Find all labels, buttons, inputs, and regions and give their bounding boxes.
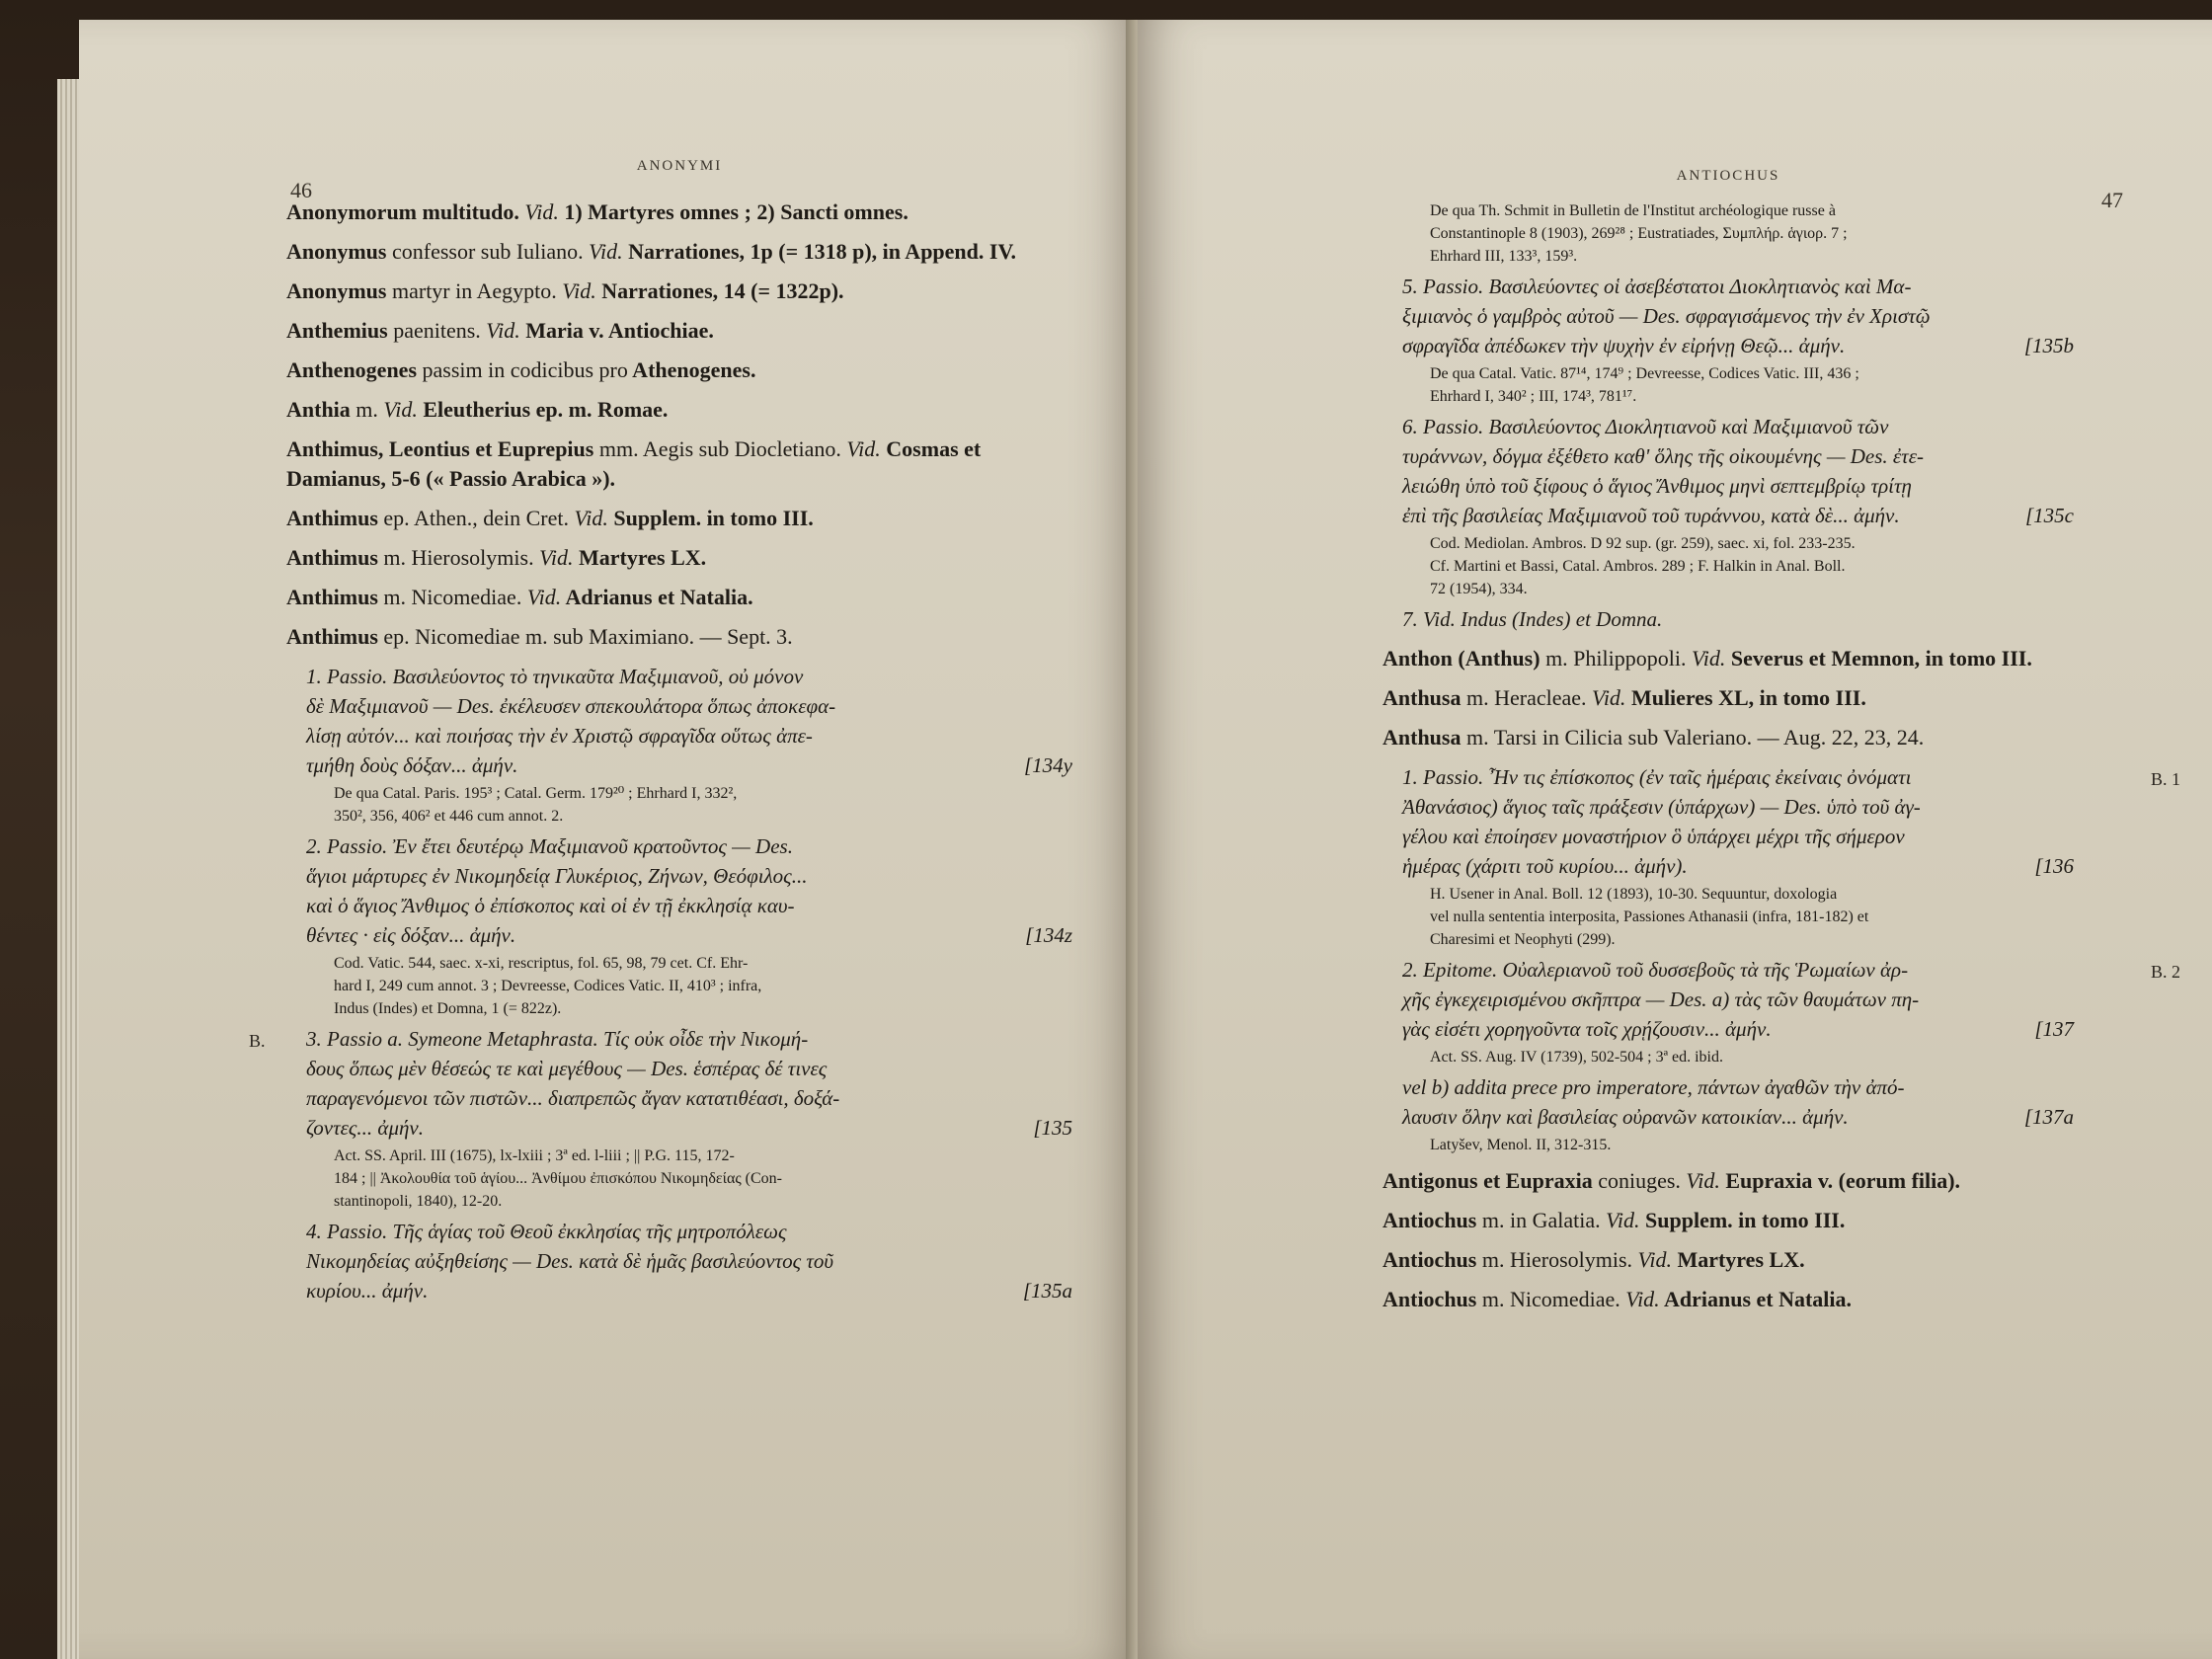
entry-description: m. Tarsi in Cilicia sub Valeriano. — Aug. 22, 23, 24. xyxy=(1461,725,1925,750)
passio-line: παραγενόμενοι τῶν πιστῶν... διαπρεπῶς ἄγαν κατατιθέασι, δοξά- xyxy=(306,1086,840,1110)
entry-vid: Vid. xyxy=(521,585,562,609)
passio-line: 2. Epitome. Οὐαλεριανοῦ τοῦ δυσσεβοῦς τὰ τῆς Ῥωμαίων ἀρ- xyxy=(1402,958,1909,982)
entry-vid: Vid. xyxy=(1680,1168,1720,1193)
entry-vid: Vid. xyxy=(480,318,520,343)
page-number: 47 xyxy=(2101,188,2123,212)
reference-line: Charesimi et Neophyti (299). xyxy=(1430,931,1616,948)
bhg-number: [135b xyxy=(2023,334,2074,357)
entry-headword: Anonymus xyxy=(286,239,387,264)
passio-list xyxy=(1382,272,2074,634)
passio-item xyxy=(1402,762,2180,881)
passio-item xyxy=(1402,955,2180,1044)
entry-vid: Vid. xyxy=(1586,685,1626,710)
passio-item xyxy=(306,1217,1072,1305)
entry-crossref: 1) Martyres omnes ; 2) Sancti omnes. xyxy=(558,199,908,224)
entry-headword: Anthimus xyxy=(286,545,378,570)
entry-vid: Vid. xyxy=(1686,646,1726,671)
entry-list xyxy=(286,198,1072,652)
entry-crossref: Maria v. Antiochiae. xyxy=(519,318,714,343)
passio-item xyxy=(249,1024,1072,1143)
passio-list xyxy=(1382,762,2180,1156)
left-page xyxy=(79,20,1134,1659)
passio-line: vel b) addita prece pro imperatore, πάντων ἀγαθῶν τὴν ἀπό- xyxy=(1402,1075,1905,1099)
bhg-number: [134y xyxy=(1024,753,1072,777)
entry-vid: Vid. xyxy=(377,397,418,422)
passio-line: 1. Passio. Βασιλεύοντος τὸ τηνικαῦτα Μαξιμιανοῦ, οὐ μόνον xyxy=(306,665,804,688)
entry-vid: Vid. xyxy=(569,506,608,530)
reference-line: Indus (Indes) et Domna, 1 (= 822z). xyxy=(334,1000,562,1017)
entry-description: confessor sub Iuliano. xyxy=(386,239,584,264)
reference xyxy=(1430,362,2074,408)
passio-line: 4. Passio. Τῆς ἁγίας τοῦ Θεοῦ ἐκκλησίας τῆς μητροπόλεως xyxy=(306,1220,787,1243)
entry-crossref: Narrationes, 14 (= 1322p). xyxy=(595,278,844,303)
entry-headword: Antiochus xyxy=(1382,1287,1477,1311)
passio-line: καὶ ὁ ἅγιος Ἄνθιμος ὁ ἐπίσκοπος καὶ οἱ ἐν τῇ ἐκκλησίᾳ καυ- xyxy=(306,894,795,917)
entry-headword: Antiochus xyxy=(1382,1247,1477,1272)
passio-line: χῆς ἐγκεχειρισμένου σκῆπτρα — Des. a) τὰς τῶν θαυμάτων πη- xyxy=(1402,988,1920,1011)
entry-vid: Vid. xyxy=(583,239,623,264)
reference xyxy=(1430,1134,2074,1156)
entry xyxy=(1382,644,2074,673)
entry xyxy=(1382,723,2074,752)
reference-line: Cf. Martini et Bassi, Catal. Ambros. 289 ; F. Halkin in Anal. Boll. xyxy=(1430,558,1846,575)
reference-line: De qua Catal. Paris. 195³ ; Catal. Germ. 179²⁰ ; Ehrhard I, 332², xyxy=(334,785,738,802)
reference-line: Act. SS. Aug. IV (1739), 502-504 ; 3ª ed. ibid. xyxy=(1430,1049,1723,1066)
entry-crossref: Martyres LX. xyxy=(573,545,707,570)
entry xyxy=(1382,1245,2074,1275)
entry-crossref: Severus et Memnon, in tomo III. xyxy=(1725,646,2032,671)
bhg-number: [137 xyxy=(2034,1017,2074,1041)
entry-description: m. Philippopoli. xyxy=(1540,646,1687,671)
passio-line: ἅγιοι μάρτυρες ἐν Νικομηδείᾳ Γλυκέριος, Ζήνων, Θεόφιλος... xyxy=(306,864,808,888)
entry-description: ep. Nicomediae m. sub Maximiano. — Sept. 3. xyxy=(377,624,793,649)
entry-description: coniuges. xyxy=(1592,1168,1681,1193)
reference xyxy=(1430,1046,2074,1068)
entry-crossref: Athenogenes. xyxy=(627,357,756,382)
entry-crossref: Martyres LX. xyxy=(1671,1247,1805,1272)
passio-item xyxy=(1402,1072,2074,1132)
entry-description: m. Hierosolymis. xyxy=(377,545,534,570)
entry xyxy=(286,356,1072,385)
reference xyxy=(1430,532,2074,600)
entry-headword: Anthenogenes xyxy=(286,357,418,382)
entry-headword: Anonymorum multitudo. xyxy=(286,199,519,224)
bhg-number: [135c xyxy=(2025,504,2074,527)
passio-line: γέλου καὶ ἐποίησεν μοναστήριον ὃ ὑπάρχει μέχρι τῆς σήμερον xyxy=(1402,825,1905,848)
entry-description: m. in Galatia. xyxy=(1476,1208,1601,1232)
reference-line: 72 (1954), 334. xyxy=(1430,581,1528,597)
margin-siglum: B. 2 xyxy=(2150,962,2180,982)
passio-line: ἡμέρας (χάριτι τοῦ κυρίου... ἀμήν). [136 xyxy=(1402,851,2074,881)
passio-item xyxy=(1402,604,2074,634)
passio-line: ζοντες... ἀμήν. [135 xyxy=(306,1113,1072,1143)
reference xyxy=(1430,883,2074,951)
reference-line: 184 ; || Ἀκολουθία τοῦ ἁγίου... Ἀνθίμου ἐπισκόπου Νικομηδείας (Con- xyxy=(334,1170,782,1187)
entry-description: mm. Aegis sub Diocletiano. xyxy=(593,436,841,461)
reference-line: Constantinople 8 (1903), 269²⁸ ; Eustratiades, Συμπλήρ. ἁγιορ. 7 ; xyxy=(1430,225,1848,242)
entry-headword: Anthusa xyxy=(1382,725,1462,750)
passio-line: ἐπὶ τῆς βασιλείας Μαξιμιανοῦ τοῦ τυράννου, κατὰ δὲ... ἀμήν. [135c xyxy=(1402,501,2074,530)
reference-line: Cod. Vatic. 544, saec. x-xi, rescriptus, fol. 65, 98, 79 cet. Cf. Ehr- xyxy=(334,955,749,972)
entry xyxy=(286,583,1072,612)
reference-line: De qua Th. Schmit in Bulletin de l'Institut archéologique russe à xyxy=(1430,202,1836,219)
passio-line: σφραγῖδα ἀπέδωκεν τὴν ψυχὴν ἐν εἰρήνῃ Θεῷ... ἀμήν. [135b xyxy=(1402,331,2074,360)
reference xyxy=(334,782,1072,828)
passio-item xyxy=(306,662,1072,780)
passio-line: 6. Passio. Βασιλεύοντος Διοκλητιανοῦ καὶ Μαξιμιανοῦ τῶν xyxy=(1402,415,1889,438)
entry-headword: Anthimus xyxy=(286,585,378,609)
entry-headword: Anthon (Anthus) xyxy=(1382,646,1540,671)
bhg-number: [135 xyxy=(1033,1116,1072,1140)
entry-vid: Vid. xyxy=(518,199,559,224)
entry-vid: Vid. xyxy=(1632,1247,1672,1272)
reference-line: Ehrhard I, 340² ; III, 174³, 781¹⁷. xyxy=(1430,388,1637,405)
entry-headword: Anthemius xyxy=(286,318,388,343)
top-reference xyxy=(1430,199,2074,268)
reference-line: H. Usener in Anal. Boll. 12 (1893), 10-30. Sequuntur, doxologia xyxy=(1430,886,1838,903)
open-book xyxy=(79,20,2212,1659)
bhg-number: [137a xyxy=(2023,1105,2074,1129)
entry-headword: Antiochus xyxy=(1382,1208,1477,1232)
passio-line: τμήθη δοὺς δόξαν... ἀμήν. [134y xyxy=(306,750,1072,780)
reference-line: Latyšev, Menol. II, 312-315. xyxy=(1430,1137,1612,1153)
passio-line: 3. Passio a. Symeone Metaphrasta. Τίς οὐκ οἶδε τὴν Νικομή- xyxy=(306,1027,809,1051)
bhg-number: [136 xyxy=(2034,854,2074,878)
entry-crossref: Eupraxia v. (eorum filia). xyxy=(1719,1168,1961,1193)
passio-line: 1. Passio. Ἦν τις ἐπίσκοπος (ἐν ταῖς ἡμέραις ἐκείναις ὀνόματι xyxy=(1402,765,1912,789)
entry xyxy=(286,434,1072,494)
entry-description: m. Hierosolymis. xyxy=(1476,1247,1633,1272)
entry xyxy=(286,504,1072,533)
entry-description: m. xyxy=(350,397,378,422)
entry xyxy=(1382,1166,2074,1196)
page-number: 46 xyxy=(290,178,312,202)
entry-description: m. Nicomediae. xyxy=(377,585,522,609)
passio-line: λαυσιν ὅλην καὶ βασιλείας οὐρανῶν κατοικίαν... ἀμήν. [137a xyxy=(1402,1102,2074,1132)
reference-line: hard I, 249 cum annot. 3 ; Devreesse, Codices Vatic. II, 410³ ; infra, xyxy=(334,978,762,994)
reference-line: stantinopoli, 1840), 12-20. xyxy=(334,1193,503,1210)
reference-line: Ehrhard III, 133³, 159³. xyxy=(1430,248,1578,265)
entry-description: passim in codicibus pro xyxy=(417,357,628,382)
entry xyxy=(286,198,1072,227)
entry-headword: Anthimus, Leontius et Euprepius xyxy=(286,436,594,461)
passio-line: κυρίου... ἀμήν. [135a xyxy=(306,1276,1072,1305)
entry-vid: Vid. xyxy=(556,278,596,303)
passio-line: δους ὅπως μὲν θέσεώς τε καὶ μεγέθους — Des. ἑσπέρας δέ τινες xyxy=(306,1057,828,1080)
entry-headword: Anthia xyxy=(286,397,351,422)
passio-line: Ἀθανάσιος) ἅγιος ταῖς πράξεσιν (ὑπάρχων) — Des. ὑπὸ τοῦ ἀγ- xyxy=(1402,795,1921,819)
entry-description: ep. Athen., dein Cret. xyxy=(377,506,569,530)
passio-line: 7. Vid. Indus (Indes) et Domna. xyxy=(1402,607,1663,631)
passio-list xyxy=(249,662,1072,1305)
entry-description: martyr in Aegypto. xyxy=(386,278,557,303)
margin-siglum: B. xyxy=(249,1031,266,1051)
entry-vid: Vid. xyxy=(533,545,574,570)
reference-line: Act. SS. April. III (1675), lx-lxiii ; 3ª ed. l-liii ; || P.G. 115, 172- xyxy=(334,1147,735,1164)
entry-vid: Vid. xyxy=(840,436,881,461)
bhg-number: [135a xyxy=(1022,1279,1072,1303)
passio-line: θέντες · εἰς δόξαν... ἀμήν. [134z xyxy=(306,920,1072,950)
passio-line: Νικομηδείας αὐξηθείσης — Des. κατὰ δὲ ἡμᾶς βασιλεύοντος τοῦ xyxy=(306,1249,834,1273)
right-page xyxy=(1138,20,2212,1659)
entry xyxy=(286,276,1072,306)
entry xyxy=(1382,1285,2074,1314)
entry-crossref: Supplem. in tomo III. xyxy=(607,506,814,530)
entry-crossref: Supplem. in tomo III. xyxy=(1639,1208,1846,1232)
reference-line: Cod. Mediolan. Ambros. D 92 sup. (gr. 259), saec. xi, fol. 233-235. xyxy=(1430,535,1856,552)
entry xyxy=(1382,1206,2074,1235)
entry-crossref: Adrianus et Natalia. xyxy=(561,585,753,609)
entry-vid: Vid. xyxy=(1600,1208,1640,1232)
reference-line: 350², 356, 406² et 446 cum annot. 2. xyxy=(334,808,564,825)
entry-headword: Anonymus xyxy=(286,278,387,303)
entry-crossref: Narrationes, 1p (= 1318 p), in Append. IV. xyxy=(622,239,1017,264)
passio-line: λειώθη ὑπὸ τοῦ ξίφους ὁ ἅγιος Ἄνθιμος μηνὶ σεπτεμβρίῳ τρίτῃ xyxy=(1402,474,1912,498)
entry-description: paenitens. xyxy=(387,318,481,343)
passio-line: δὲ Μαξιμιανοῦ — Des. ἐκέλευσεν σπεκουλάτορα ὅπως ἀποκεφα- xyxy=(306,694,836,718)
margin-siglum: B. 1 xyxy=(2150,769,2180,789)
entry xyxy=(286,316,1072,346)
entry-crossref: Adrianus et Natalia. xyxy=(1659,1287,1853,1311)
passio-item xyxy=(1402,272,2074,360)
passio-line: ξιμιανὸς ὁ γαμβρὸς αὐτοῦ — Des. σφραγισάμενος τὴν ἐν Χριστῷ xyxy=(1402,304,1931,328)
passio-line: 5. Passio. Βασιλεύοντες οἱ ἀσεβέστατοι Διοκλητιανὸς καὶ Μα- xyxy=(1402,275,1912,298)
reference xyxy=(334,952,1072,1020)
entry-list xyxy=(1382,1166,2074,1314)
entry-headword: Anthimus xyxy=(286,624,378,649)
reference-line: vel nulla sententia interposita, Passiones Athanasii (infra, 181-182) et xyxy=(1430,908,1869,925)
reference xyxy=(334,1145,1072,1213)
passio-item xyxy=(306,831,1072,950)
entry-headword: Anthimus xyxy=(286,506,378,530)
entry-headword: Anthusa xyxy=(1382,685,1462,710)
entry xyxy=(286,395,1072,425)
entry-crossref: Mulieres XL, in tomo III. xyxy=(1625,685,1866,710)
entry-description: m. Heracleae. xyxy=(1461,685,1587,710)
bhg-number: [134z xyxy=(1025,923,1072,947)
entry-headword: Antigonus et Eupraxia xyxy=(1382,1168,1593,1193)
passio-line: λίσῃ αὐτόν... καὶ ποιήσας τὴν ἐν Χριστῷ σφραγῖδα οὕτως ἀπε- xyxy=(306,724,813,748)
running-head: ANONYMI xyxy=(636,158,723,174)
entry-crossref: Eleutherius ep. m. Romae. xyxy=(417,397,669,422)
entry xyxy=(1382,683,2074,713)
passio-line: γὰς εἰσέτι χορηγοῦντα τοῖς χρῄζουσιν... ἀμήν. [137 xyxy=(1402,1014,2074,1044)
entry xyxy=(286,237,1072,267)
entry-description: m. Nicomediae. xyxy=(1476,1287,1620,1311)
entry xyxy=(286,622,1072,652)
reference-line: De qua Catal. Vatic. 87¹⁴, 174⁹ ; Devreesse, Codices Vatic. III, 436 ; xyxy=(1430,365,1859,382)
passio-line: 2. Passio. Ἐν ἔτει δευτέρῳ Μαξιμιανοῦ κρατοῦντος — Des. xyxy=(306,834,793,858)
entry-vid: Vid. xyxy=(1620,1287,1660,1311)
running-head: ANTIOCHUS xyxy=(1676,168,1780,184)
passio-item xyxy=(1402,412,2074,530)
passio-line: τυράννων, δόγμα ἐξέθετο καθ' ὅλης τῆς οἰκουμένης — Des. ἐτε- xyxy=(1402,444,1924,468)
left-header xyxy=(286,118,1072,202)
entry-crossref: Cosmas et Damianus, 5-6 (« Passio Arabica »). xyxy=(286,436,982,491)
entry-list xyxy=(1382,644,2074,752)
entry xyxy=(286,543,1072,573)
